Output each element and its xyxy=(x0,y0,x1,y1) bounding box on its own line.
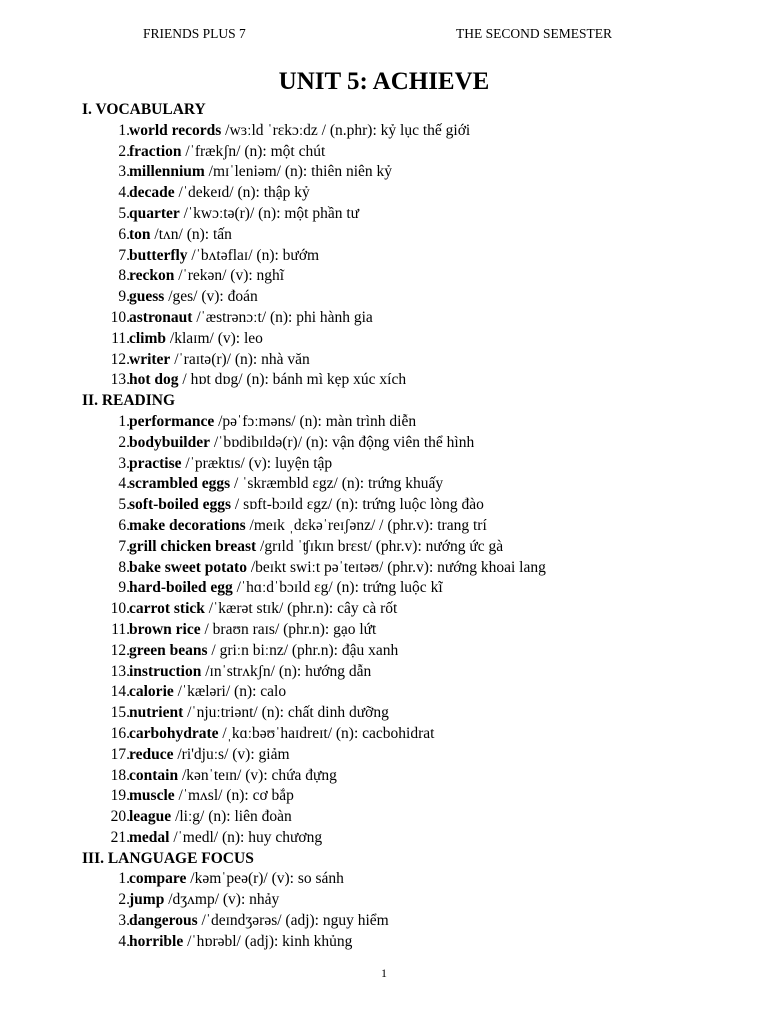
vocab-word: climb xyxy=(129,329,167,347)
vocab-entry xyxy=(129,287,258,308)
vocab-entry xyxy=(129,786,294,807)
vocab-entry xyxy=(129,807,292,828)
vocab-definition: /ˈpræktɪs/ (v): luyện tập xyxy=(181,454,333,472)
item-number: 20. xyxy=(110,808,130,826)
list-item xyxy=(82,786,742,807)
vocab-word: performance xyxy=(129,412,215,430)
vocab-entry xyxy=(129,266,284,287)
vocab-word: horrible xyxy=(129,932,184,950)
vocab-entry xyxy=(129,578,443,599)
item-number: 21. xyxy=(110,828,130,846)
vocab-word: guess xyxy=(129,288,165,306)
item-number: 2. xyxy=(118,891,130,909)
list-item xyxy=(82,932,742,953)
item-number: 3. xyxy=(118,454,130,472)
vocab-entry xyxy=(129,869,344,890)
item-number: 15. xyxy=(110,704,130,722)
item-number: 6. xyxy=(118,225,130,243)
vocab-definition: /ˈkærət stɪk/ (phr.n): cây cà rốt xyxy=(204,600,398,618)
vocab-word: green beans xyxy=(129,641,208,659)
vocab-word: ton xyxy=(129,225,151,243)
list-item xyxy=(82,537,742,558)
list-item xyxy=(82,911,742,932)
vocab-word: compare xyxy=(129,870,187,888)
item-number: 11. xyxy=(111,329,130,347)
vocab-entry xyxy=(129,474,443,495)
vocab-word: soft-boiled eggs xyxy=(129,496,232,514)
list-item xyxy=(82,121,742,142)
list-item xyxy=(82,474,742,495)
list-item xyxy=(82,433,742,454)
vocab-definition: /ˈdekeɪd/ (n): thập kỷ xyxy=(174,184,310,202)
vocab-definition: /klaɪm/ (v): leo xyxy=(166,329,263,347)
vocab-word: instruction xyxy=(129,662,202,680)
vocab-word: writer xyxy=(129,350,171,368)
list-item xyxy=(82,308,742,329)
vocab-definition: /kənˈteɪn/ (v): chứa đựng xyxy=(178,766,337,784)
item-number: 3. xyxy=(118,912,130,930)
item-number: 10. xyxy=(110,308,130,326)
item-number: 5. xyxy=(118,204,130,222)
item-number: 18. xyxy=(110,766,130,784)
header-right: THE SECOND SEMESTER xyxy=(456,26,613,41)
list-item xyxy=(82,745,742,766)
vocab-word: calorie xyxy=(129,683,174,701)
header-left: FRIENDS PLUS 7 xyxy=(143,26,246,41)
list-item xyxy=(82,620,742,641)
vocab-entry xyxy=(129,433,474,454)
vocab-word: contain xyxy=(129,766,179,784)
vocab-word: carbohydrate xyxy=(129,724,219,742)
item-number: 2. xyxy=(118,142,130,160)
vocab-definition: /ˈhɒrəbl/ (adj): kinh khủng xyxy=(183,932,353,950)
vocab-definition: / griːn biːnz/ (phr.n): đậu xanh xyxy=(207,641,399,659)
item-number: 9. xyxy=(118,288,130,306)
list-item xyxy=(82,869,742,890)
vocab-entry xyxy=(129,558,546,579)
vocab-definition: /ɪnˈstrʌkʃn/ (n): hướng dẫn xyxy=(201,662,372,680)
vocab-entry xyxy=(129,516,487,537)
vocab-definition: /ri'djuːs/ (v): giảm xyxy=(173,745,290,763)
item-number: 13. xyxy=(110,662,130,680)
item-number: 12. xyxy=(110,350,130,368)
vocab-word: jump xyxy=(129,891,165,909)
vocab-word: astronaut xyxy=(129,308,193,326)
list-item xyxy=(82,682,742,703)
vocab-definition: /ˈæstrənɔːt/ (n): phi hành gia xyxy=(192,308,373,326)
vocab-word: fraction xyxy=(129,142,182,160)
list-item xyxy=(82,724,742,745)
vocab-definition: /grɪld ˈʧɪkɪn brɛst/ (phr.v): nướng ức gà xyxy=(256,537,504,555)
vocab-word: grill chicken breast xyxy=(129,537,257,555)
vocab-definition: /ˈdeɪndʒərəs/ (adj): nguy hiểm xyxy=(197,912,389,930)
vocab-definition: /ˈnjuːtriənt/ (n): chất dinh dưỡng xyxy=(183,704,389,722)
vocab-word: scrambled eggs xyxy=(129,475,231,493)
vocab-definition: /ˈbɒdibɪldə(r)/ (n): vận động viên thể hình xyxy=(209,433,475,451)
vocab-entry xyxy=(129,599,397,620)
item-number: 9. xyxy=(118,579,130,597)
vocab-definition: /ges/ (v): đoán xyxy=(164,288,258,306)
vocab-entry xyxy=(129,370,406,391)
section-heading: II. READING xyxy=(82,392,176,410)
list-item xyxy=(82,766,742,787)
vocab-word: bodybuilder xyxy=(129,433,210,451)
vocab-word: hot dog xyxy=(129,371,179,389)
vocab-word: medal xyxy=(129,828,170,846)
item-number: 2. xyxy=(118,433,130,451)
list-item xyxy=(82,266,742,287)
vocab-definition: /ˈhɑːdˈbɔɪld ɛg/ (n): trứng luộc kĩ xyxy=(232,579,443,597)
vocab-word: nutrient xyxy=(129,704,184,722)
vocab-word: dangerous xyxy=(129,912,198,930)
vocab-definition: /ˈkwɔːtə(r)/ (n): một phần tư xyxy=(179,204,360,222)
item-number: 3. xyxy=(118,163,130,181)
vocab-entry xyxy=(129,890,279,911)
vocab-definition: /ˈfrækʃn/ (n): một chút xyxy=(181,142,326,160)
vocab-entry xyxy=(129,682,286,703)
vocab-entry xyxy=(129,724,434,745)
item-number: 7. xyxy=(118,246,130,264)
item-number: 1. xyxy=(118,412,130,430)
vocab-entry xyxy=(129,162,392,183)
list-item xyxy=(82,204,742,225)
vocab-definition: / sɒft-bɔɪld ɛgz/ (n): trứng luộc lòng đào xyxy=(231,496,484,514)
vocab-definition: /meɪk ˌdɛkəˈreɪʃənz/ / (phr.v): trang trí xyxy=(245,516,487,534)
vocab-entry xyxy=(129,745,290,766)
list-item xyxy=(82,454,742,475)
vocab-definition: /ˈkæləri/ (n): calo xyxy=(173,683,287,701)
item-number: 12. xyxy=(110,641,130,659)
list-item xyxy=(82,350,742,371)
item-number: 16. xyxy=(110,724,130,742)
vocab-entry xyxy=(129,225,232,246)
item-number: 4. xyxy=(118,475,130,493)
vocab-entry xyxy=(129,620,376,641)
vocab-entry xyxy=(129,454,332,475)
vocab-entry xyxy=(129,246,319,267)
item-number: 1. xyxy=(118,121,130,139)
vocab-entry xyxy=(129,121,470,142)
list-item xyxy=(82,599,742,620)
vocab-word: reckon xyxy=(129,267,175,285)
list-item xyxy=(82,225,742,246)
item-number: 6. xyxy=(118,516,130,534)
document-body xyxy=(82,100,742,953)
list-item xyxy=(82,412,742,433)
list-item xyxy=(82,890,742,911)
vocab-entry xyxy=(129,183,310,204)
list-item xyxy=(82,703,742,724)
vocab-definition: / hɒt dɒg/ (n): bánh mì kẹp xúc xích xyxy=(178,371,407,389)
list-item xyxy=(82,246,742,267)
item-number: 4. xyxy=(118,932,130,950)
vocab-entry xyxy=(129,204,359,225)
list-item xyxy=(82,370,742,391)
vocab-definition: /ˈmedl/ (n): huy chương xyxy=(169,828,323,846)
vocab-word: practise xyxy=(129,454,182,472)
page-title: UNIT 5: ACHIEVE xyxy=(278,68,490,95)
vocab-definition: /ˈrekən/ (v): nghĩ xyxy=(174,267,285,285)
vocab-word: league xyxy=(129,808,172,826)
vocab-entry xyxy=(129,329,263,350)
vocab-entry xyxy=(129,703,389,724)
vocab-word: hard-boiled egg xyxy=(129,579,233,597)
vocab-definition: /pəˈfɔːməns/ (n): màn trình diễn xyxy=(214,412,417,430)
page-number: 1 xyxy=(381,966,387,980)
vocab-word: make decorations xyxy=(129,516,246,534)
vocab-entry xyxy=(129,641,398,662)
item-number: 7. xyxy=(118,537,130,555)
vocab-word: bake sweet potato xyxy=(129,558,247,576)
vocab-definition: / braʊn raɪs/ (phr.n): gạo lứt xyxy=(200,620,377,638)
vocab-word: decade xyxy=(129,184,175,202)
vocab-definition: /ˌkɑːbəʊˈhaɪdreɪt/ (n): cacbohidrat xyxy=(218,724,435,742)
vocab-word: brown rice xyxy=(129,620,201,638)
list-item xyxy=(82,558,742,579)
vocab-definition: / ˈskræmbld ɛgz/ (n): trứng khuấy xyxy=(230,475,444,493)
list-item xyxy=(82,516,742,537)
list-item xyxy=(82,162,742,183)
list-item xyxy=(82,287,742,308)
list-item xyxy=(82,662,742,683)
list-item xyxy=(82,807,742,828)
vocab-word: butterfly xyxy=(129,246,188,264)
vocab-definition: /kəmˈpeə(r)/ (v): so sánh xyxy=(186,870,344,888)
list-item xyxy=(82,495,742,516)
item-number: 4. xyxy=(118,184,130,202)
vocab-entry xyxy=(129,495,484,516)
vocab-entry xyxy=(129,537,503,558)
vocab-definition: /mɪˈleniəm/ (n): thiên niên kỷ xyxy=(204,163,393,181)
item-number: 10. xyxy=(110,600,130,618)
vocab-word: quarter xyxy=(129,204,180,222)
vocab-word: millennium xyxy=(129,163,205,181)
item-number: 8. xyxy=(118,558,130,576)
vocab-word: reduce xyxy=(129,745,174,763)
list-item xyxy=(82,329,742,350)
item-number: 17. xyxy=(110,745,130,763)
item-number: 14. xyxy=(110,683,130,701)
vocab-definition: /tʌn/ (n): tấn xyxy=(150,225,232,243)
item-number: 1. xyxy=(118,870,130,888)
vocab-definition: /wɜːld ˈrɛkɔːdz / (n.phr): kỷ lục thế giới xyxy=(221,121,471,139)
vocab-entry xyxy=(129,828,322,849)
vocab-word: carrot stick xyxy=(129,600,205,618)
vocab-definition: /beɪkt swiːt pəˈteɪtəʊ/ (phr.v): nướng khoai lang xyxy=(246,558,546,576)
vocab-word: muscle xyxy=(129,787,175,805)
vocab-entry xyxy=(129,412,416,433)
list-item xyxy=(82,641,742,662)
vocab-entry xyxy=(129,308,373,329)
section-heading: III. LANGUAGE FOCUS xyxy=(82,849,254,867)
vocab-definition: /ˈbʌtəflaɪ/ (n): bướm xyxy=(187,246,320,264)
vocab-definition: /ˈraɪtə(r)/ (n): nhà văn xyxy=(170,350,310,368)
vocab-definition: /ˈmʌsl/ (n): cơ bắp xyxy=(174,787,294,805)
item-number: 8. xyxy=(118,267,130,285)
vocab-definition: /liːg/ (n): liên đoàn xyxy=(171,808,292,826)
item-number: 11. xyxy=(111,620,130,638)
item-number: 19. xyxy=(110,787,130,805)
list-item xyxy=(82,578,742,599)
vocab-definition: /dʒʌmp/ (v): nhảy xyxy=(164,891,280,909)
vocab-entry xyxy=(129,766,337,787)
list-item xyxy=(82,183,742,204)
item-number: 5. xyxy=(118,496,130,514)
vocab-entry xyxy=(129,932,352,953)
vocab-entry xyxy=(129,662,371,683)
item-number: 13. xyxy=(110,371,130,389)
vocab-word: world records xyxy=(129,121,222,139)
vocab-entry xyxy=(129,911,389,932)
list-item xyxy=(82,828,742,849)
vocab-entry xyxy=(129,142,325,163)
vocab-entry xyxy=(129,350,310,371)
section-heading: I. VOCABULARY xyxy=(82,101,206,118)
list-item xyxy=(82,142,742,163)
